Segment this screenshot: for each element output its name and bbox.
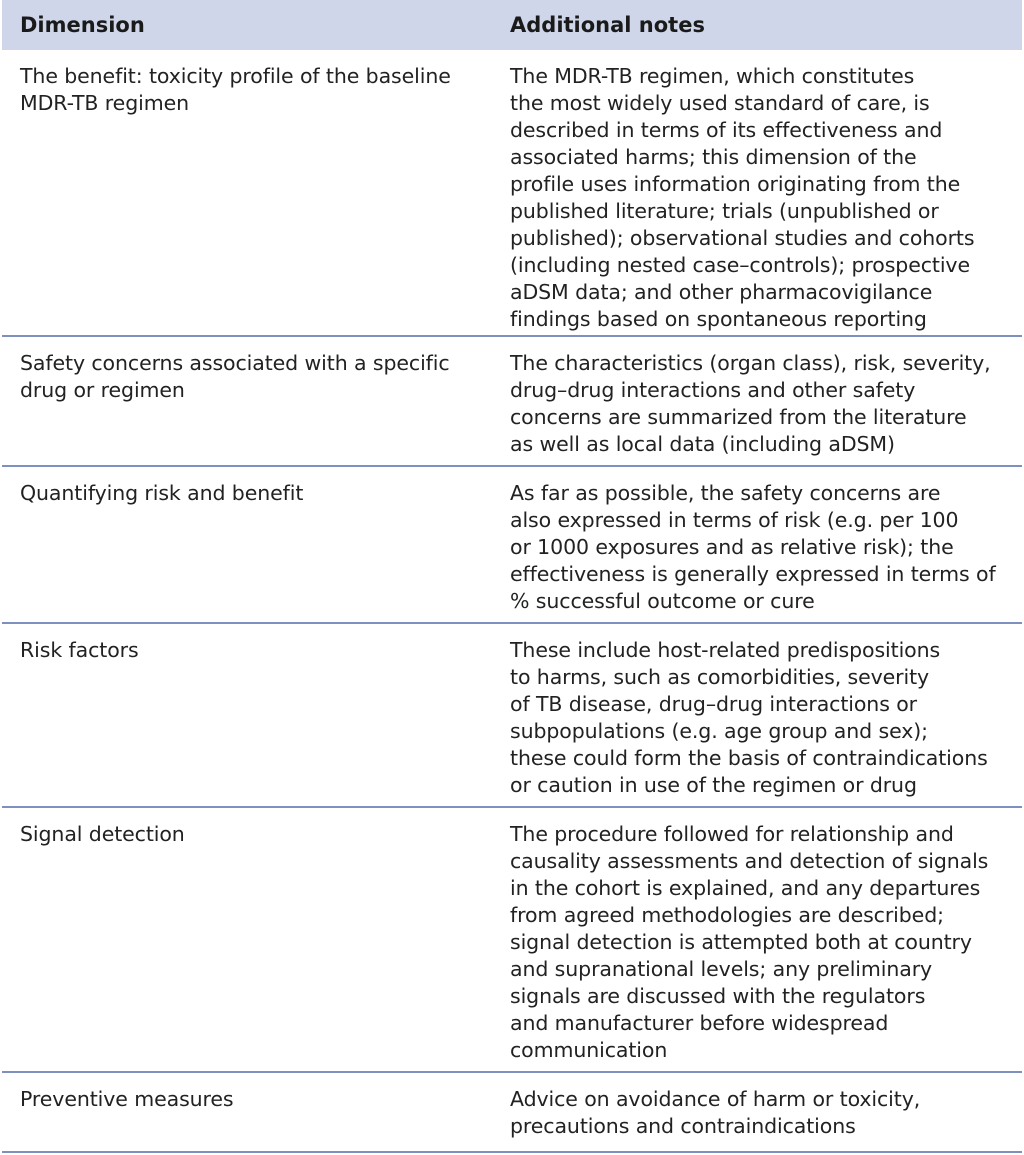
notes-cell [510, 1086, 1022, 1151]
table-row [2, 337, 1022, 467]
notes-cell [510, 63, 1022, 335]
table-row [2, 1073, 1022, 1153]
notes-text: Advice on avoidance of harm or toxicity, [510, 1087, 921, 1111]
notes-text: communication [510, 1038, 668, 1062]
table-header [2, 0, 1022, 50]
dimension-text: drug or regimen [20, 378, 185, 402]
notes-text: and manufacturer before widespread [510, 1011, 889, 1035]
notes-text: The MDR-TB regimen, which constitutes [510, 64, 915, 88]
notes-text: signals are discussed with the regulators [510, 984, 926, 1008]
notes-text: and supranational levels; any preliminary [510, 957, 933, 981]
header-dimension: Dimension [20, 12, 145, 37]
dimension-cell [2, 637, 510, 806]
dimension-text: Safety concerns associated with a specific [20, 351, 450, 375]
dimension-text: Preventive measures [20, 1087, 234, 1111]
dimension-text: The benefit: toxicity profile of the baseline [20, 64, 451, 88]
notes-text: signal detection is attempted both at country [510, 930, 972, 954]
notes-text: from agreed methodologies are described; [510, 903, 944, 927]
notes-text: these could form the basis of contraindications [510, 746, 988, 770]
table-row [2, 808, 1022, 1073]
table-row [2, 467, 1022, 624]
notes-text: to harms, such as comorbidities, severity [510, 665, 930, 689]
notes-text: as well as local data (including aDSM) [510, 432, 895, 456]
notes-text: These include host-related predispositions [510, 638, 941, 662]
dimension-cell [2, 63, 510, 335]
notes-text: described in terms of its effectiveness and [510, 118, 943, 142]
notes-text: in the cohort is explained, and any departures [510, 876, 981, 900]
notes-cell [510, 480, 1022, 622]
dimension-cell [2, 821, 510, 1071]
dimension-text: Risk factors [20, 638, 139, 662]
notes-text: the most widely used standard of care, is [510, 91, 930, 115]
notes-text: The procedure followed for relationship and [510, 822, 954, 846]
dimension-cell [2, 350, 510, 465]
notes-text: drug–drug interactions and other safety [510, 378, 916, 402]
header-additional-notes: Additional notes [510, 12, 705, 37]
notes-text: The characteristics (organ class), risk, severity, [510, 351, 991, 375]
table-body [2, 50, 1022, 1153]
notes-text: also expressed in terms of risk (e.g. per 100 [510, 508, 959, 532]
notes-text: concerns are summarized from the literature [510, 405, 967, 429]
notes-cell [510, 350, 1022, 465]
notes-text: of TB disease, drug–drug interactions or [510, 692, 917, 716]
notes-text: As far as possible, the safety concerns are [510, 481, 941, 505]
notes-text: associated harms; this dimension of the [510, 145, 917, 169]
notes-text: profile uses information originating from the [510, 172, 961, 196]
notes-text: % successful outcome or cure [510, 589, 815, 613]
notes-text: published); observational studies and cohorts [510, 226, 975, 250]
notes-text: or 1000 exposures and as relative risk); the [510, 535, 954, 559]
notes-text: (including nested case–controls); prospective [510, 253, 970, 277]
dimension-text: Quantifying risk and benefit [20, 481, 304, 505]
table-row [2, 50, 1022, 337]
dimensions-table [2, 0, 1022, 1153]
dimension-text: Signal detection [20, 822, 185, 846]
notes-text: subpopulations (e.g. age group and sex); [510, 719, 928, 743]
notes-text: or caution in use of the regimen or drug [510, 773, 917, 797]
notes-text: precautions and contraindications [510, 1114, 856, 1138]
notes-text: published literature; trials (unpublished or [510, 199, 939, 223]
dimension-cell [2, 480, 510, 622]
notes-text: effectiveness is generally expressed in terms of [510, 562, 996, 586]
notes-cell [510, 821, 1022, 1071]
notes-cell [510, 637, 1022, 806]
notes-text: causality assessments and detection of signals [510, 849, 989, 873]
notes-text: findings based on spontaneous reporting [510, 307, 927, 331]
table-row [2, 624, 1022, 808]
dimension-cell [2, 1086, 510, 1151]
dimension-text: MDR-TB regimen [20, 91, 189, 115]
notes-text: aDSM data; and other pharmacovigilance [510, 280, 933, 304]
